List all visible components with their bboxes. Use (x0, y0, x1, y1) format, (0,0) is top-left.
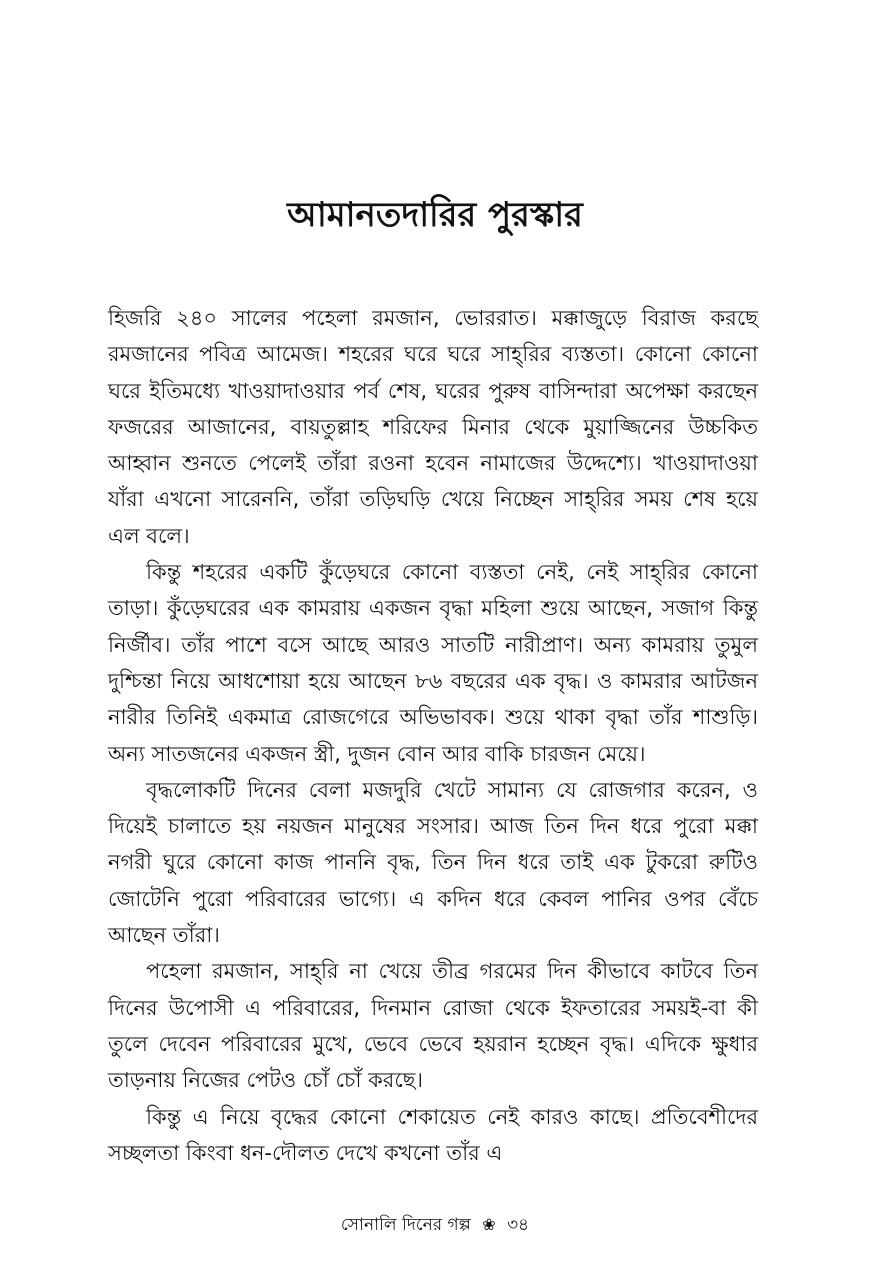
paragraph-5: কিন্তু এ নিয়ে বৃদ্ধের কোনো শেকায়েত নেই কারও কাছে। প্রতিবেশীদের সচ্ছলতা কিংবা ধন-দৌলত দেখে কখনো তাঁর এ (108, 1104, 758, 1165)
page-footer (0, 1210, 870, 1240)
flower-ornament-icon: ❀ (482, 1215, 496, 1234)
paragraph-2: কিন্তু শহরের একটি কুঁড়েঘরে কোনো ব্যস্ততা নেই, নেই সাহ্‌রির কোনো তাড়া। কুঁড়েঘরের এক কামরায় একজন বৃদ্ধা মহিলা শুয়ে আছেন, সজাগ কিন্তু নির্জীব। তাঁর পাশে বসে আছে আরও সাতটি নারীপ্রাণ। অন্য কামরায় তুমুল দুশ্চিন্তা নিয়ে আধশোয়া হয়ে আছেন ৮৬ বছরের এক বৃদ্ধ। ও কামরার আটজন নারীর তিনিই একমাত্র রোজগেরে অভিভাবক। শুয়ে থাকা বৃদ্ধা তাঁর শাশুড়ি। অন্য সাতজনের একজন স্ত্রী, দুজন বোন আর বাকি চারজন মেয়ে। (108, 560, 758, 766)
paragraph-1: হিজরি ২৪০ সালের পহেলা রমজান, ভোররাত। মক্কাজুড়ে বিরাজ করছে রমজানের পবিত্র আমেজ। শহরের ঘরে ঘরে সাহ্‌রির ব্যস্ততা। কোনো কোনো ঘরে ইতিমধ্যে খাওয়াদাওয়ার পর্ব শেষ, ঘরের পুরুষ বাসিন্দারা অপেক্ষা করছেন ফজরের আজানের, বায়তুল্লাহ শরিফের মিনার থেকে মুয়াজ্জিনের উচ্চকিত আহ্বান শুনতে পেলেই তাঁরা রওনা হবেন নামাজের উদ্দেশ্যে। খাওয়াদাওয়া যাঁরা এখনো সারেননি, তাঁরা তড়িঘড়ি খেয়ে নিচ্ছেন সাহ্‌রির সময় শেষ হয়ে এল বলে। (108, 306, 758, 548)
paragraph-4: পহেলা রমজান, সাহ্‌রি না খেয়ে তীব্র গরমের দিন কীভাবে কাটবে তিন দিনের উপোসী এ পরিবারের, দিনমান রোজা থেকে ইফতারের সময়ই-বা কী তুলে দেবেন পরিবারের মুখে, ভেবে ভেবে হয়রান হচ্ছেন বৃদ্ধ। এদিকে ক্ষুধার তাড়নায় নিজের পেটও চোঁ চোঁ করছে। (108, 959, 758, 1093)
paragraph-3: বৃদ্ধলোকটি দিনের বেলা মজদুরি খেটে সামান্য যে রোজগার করেন, ও দিয়েই চালাতে হয় নয়জন মানুষের সংসার। আজ তিন দিন ধরে পুরো মক্কা নগরী ঘুরে কোনো কাজ পাননি বৃদ্ধ, তিন দিন ধরে তাই এক টুকরো রুটিও জোটেনি পুরো পরিবারের ভাগ্যে। এ কদিন ধরে কেবল পানির ওপর বেঁচে আছেন তাঁরা। (108, 777, 758, 948)
book-title: সোনালি দিনের গল্প (340, 1215, 471, 1235)
chapter-title: আমানতদারির পুরস্কার (287, 195, 583, 235)
page-number: ৩৪ (507, 1215, 530, 1235)
body-text (108, 300, 758, 1171)
